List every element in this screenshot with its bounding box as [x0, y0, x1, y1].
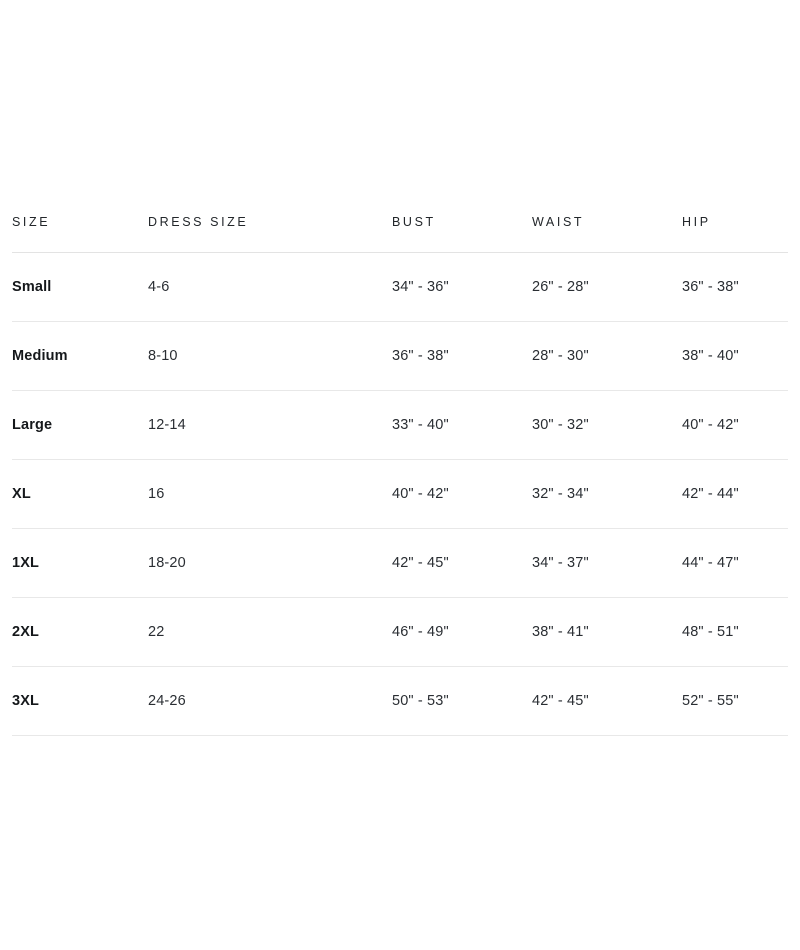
cell-hip: 48" - 51" — [682, 598, 788, 667]
table-header-row — [12, 196, 788, 253]
table-row — [12, 322, 788, 391]
cell-bust: 42" - 45" — [392, 529, 532, 598]
cell-dress-size: 4-6 — [148, 253, 392, 322]
cell-waist: 30" - 32" — [532, 391, 682, 460]
cell-hip: 36" - 38" — [682, 253, 788, 322]
cell-dress-size: 18-20 — [148, 529, 392, 598]
cell-waist: 32" - 34" — [532, 460, 682, 529]
cell-hip: 52" - 55" — [682, 667, 788, 736]
cell-size: Large — [12, 391, 148, 460]
cell-dress-size: 22 — [148, 598, 392, 667]
cell-size: 1XL — [12, 529, 148, 598]
cell-bust: 36" - 38" — [392, 322, 532, 391]
cell-size: XL — [12, 460, 148, 529]
cell-size: 2XL — [12, 598, 148, 667]
table-row — [12, 391, 788, 460]
table-header — [12, 196, 788, 253]
cell-bust: 33" - 40" — [392, 391, 532, 460]
cell-size: 3XL — [12, 667, 148, 736]
cell-dress-size: 8-10 — [148, 322, 392, 391]
cell-waist: 26" - 28" — [532, 253, 682, 322]
column-header-bust: BUST — [392, 196, 532, 253]
cell-hip: 44" - 47" — [682, 529, 788, 598]
cell-hip: 40" - 42" — [682, 391, 788, 460]
table-row — [12, 253, 788, 322]
cell-waist: 42" - 45" — [532, 667, 682, 736]
cell-bust: 46" - 49" — [392, 598, 532, 667]
table-row — [12, 529, 788, 598]
cell-bust: 34" - 36" — [392, 253, 532, 322]
column-header-size: SIZE — [12, 196, 148, 253]
column-header-waist: WAIST — [532, 196, 682, 253]
cell-bust: 40" - 42" — [392, 460, 532, 529]
cell-waist: 34" - 37" — [532, 529, 682, 598]
table-body — [12, 253, 788, 736]
cell-dress-size: 24-26 — [148, 667, 392, 736]
size-chart-table — [12, 196, 788, 736]
column-header-dress-size: DRESS SIZE — [148, 196, 392, 253]
cell-dress-size: 12-14 — [148, 391, 392, 460]
cell-waist: 28" - 30" — [532, 322, 682, 391]
cell-size: Medium — [12, 322, 148, 391]
table-row — [12, 460, 788, 529]
cell-dress-size: 16 — [148, 460, 392, 529]
cell-hip: 42" - 44" — [682, 460, 788, 529]
column-header-hip: HIP — [682, 196, 788, 253]
cell-bust: 50" - 53" — [392, 667, 532, 736]
table-row — [12, 598, 788, 667]
cell-hip: 38" - 40" — [682, 322, 788, 391]
cell-waist: 38" - 41" — [532, 598, 682, 667]
table-row — [12, 667, 788, 736]
cell-size: Small — [12, 253, 148, 322]
